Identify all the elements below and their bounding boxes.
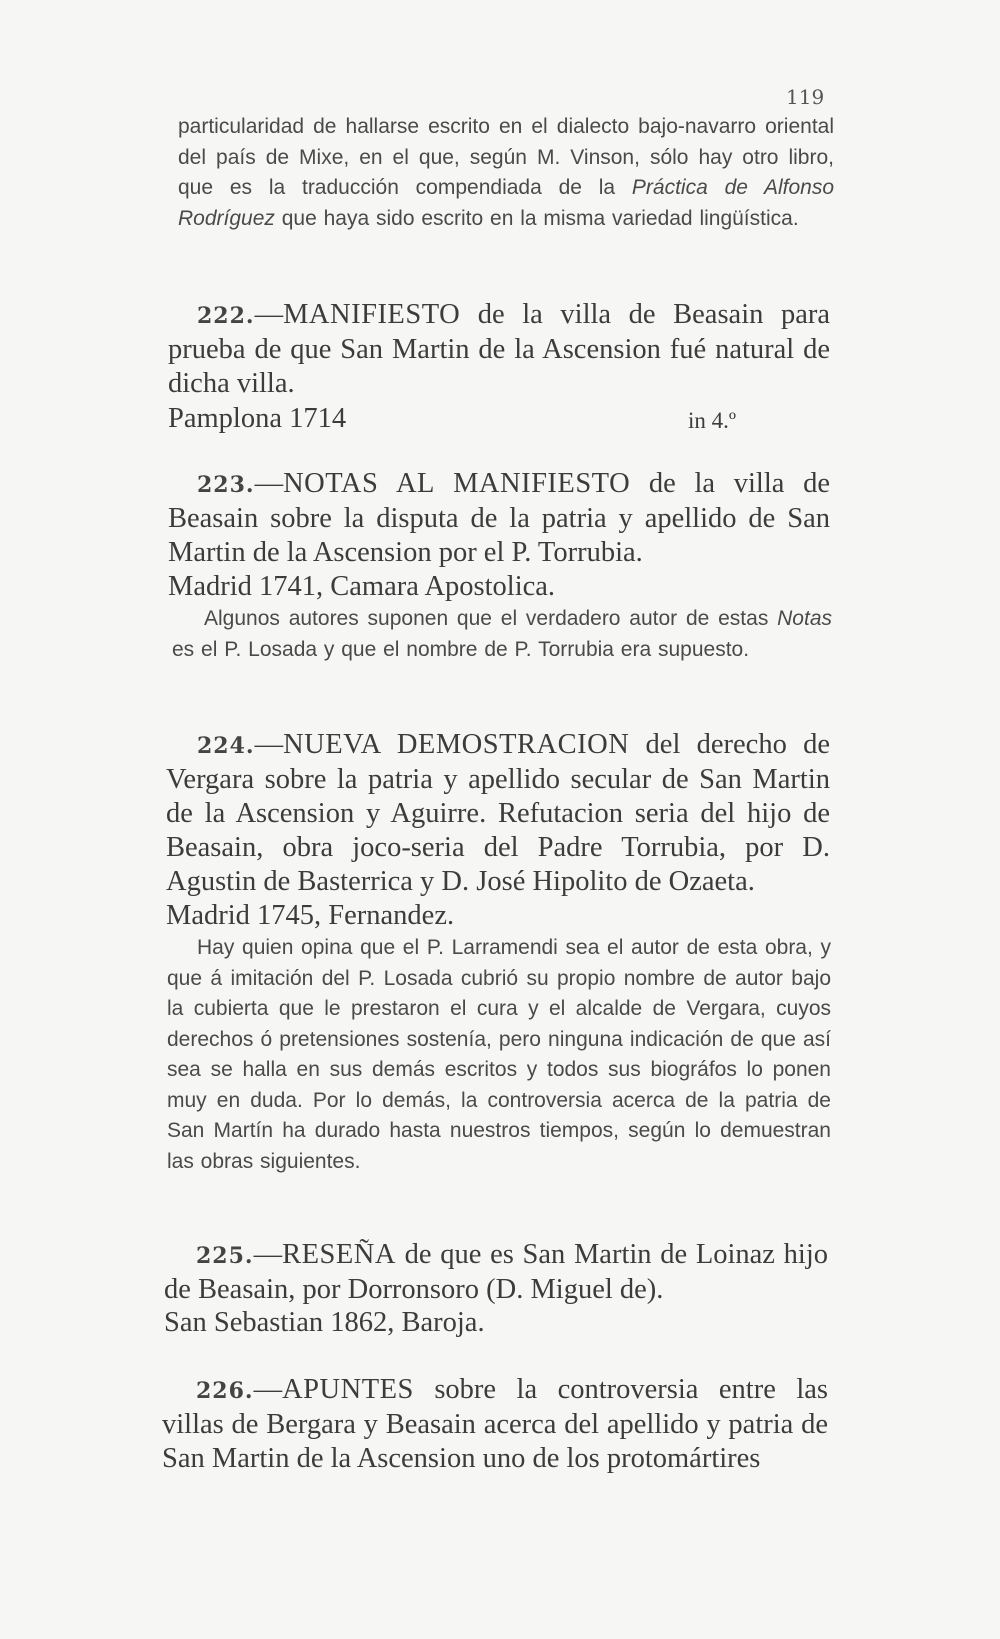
intro-italic-title: Práctica de Alfonso Rodríguez — [178, 176, 835, 230]
entry-body: sobre la controversia entre las villas de Bergara y Beasain acerca del apellido y patria de San Martin de la Ascension uno de los protomártires — [162, 1374, 828, 1474]
entry-223 — [168, 467, 830, 570]
entry-226 — [162, 1373, 828, 1476]
entry-dash: — — [253, 1374, 283, 1405]
entry-223-note — [172, 604, 832, 665]
intro-paragraph — [178, 112, 834, 234]
entry-225-publication: San Sebastian 1862, Baroja. — [164, 1307, 485, 1338]
note-text-2: es el P. Losada y que el nombre de P. Torrubia era supuesto. — [172, 637, 750, 661]
entry-title: APUNTES — [282, 1374, 414, 1405]
entry-number: 225. — [196, 1243, 254, 1269]
entry-body: del derecho de Vergara sobre la patria y apellido secular de San Martin de la Ascension y Aguirre. Refutacion seria del hijo de Beasain, obra joco-seria del Padre Torrubia, por D. Agustin de Basterrica y D. José Hipolito de Ozaeta. — [166, 729, 830, 897]
note-text: Hay quien opina que el P. Larramendi sea el autor de esta obra, y que á imitación del P. Losada cubrió su propio nombre de autor bajo la cubierta que le prestaron el cura y el alcalde de Vergara, cuyos derechos ó pretensiones sostenía, pero ninguna indicación de que así sea se halla en sus demás escritos y todos sus biográfos lo ponen muy en duda. Por lo demás, la controversia acerca de la patria de San Martín ha durado hasta nuestros tiempos, según lo demuestran las obras siguientes. — [167, 936, 831, 1173]
entry-225 — [164, 1238, 828, 1307]
entry-title: NUEVA DEMOSTRACION — [283, 729, 630, 760]
entry-number: 224. — [197, 733, 255, 759]
entry-title: MANIFIESTO — [283, 299, 461, 330]
intro-text-2: que haya sido escrito en la misma variedad lingüística. — [274, 206, 799, 230]
entry-224-publication: Madrid 1745, Fernandez. — [166, 900, 455, 931]
entry-number: 223. — [197, 472, 255, 498]
entry-224-note — [167, 933, 831, 1177]
entry-222-format: in 4.º — [688, 408, 737, 433]
entry-224 — [166, 728, 830, 899]
entry-number: 226. — [196, 1378, 254, 1404]
entry-number: 222. — [197, 303, 255, 329]
entry-222 — [168, 298, 830, 401]
entry-dash: — — [254, 468, 284, 499]
entry-body: de que es San Martin de Loinaz hijo de Beasain, por Dorronsoro (D. Miguel de). — [164, 1239, 828, 1305]
entry-body: de la villa de Beasain sobre la disputa de la patria y apellido de San Martin de la Ascension por el P. Torrubia. — [168, 468, 830, 568]
entry-body: de la villa de Beasain para prueba de que San Martin de la Ascension fué natural de dicha villa. — [168, 299, 830, 399]
entry-dash: — — [254, 729, 284, 760]
entry-title: RESEÑA — [282, 1239, 396, 1270]
entry-223-publication: Madrid 1741, Camara Apostolica. — [168, 571, 556, 602]
note-italic: Notas — [777, 607, 832, 630]
entry-dash: — — [254, 299, 284, 330]
note-text-1: Algunos autores suponen que el verdadero autor de estas — [204, 607, 778, 630]
intro-text-1: particularidad de hallarse escrito en el dialecto bajo-navarro oriental del país de Mixe, en el que, según M. Vinson, sólo hay otro libro, que es la traducción compendiada de la — [178, 115, 834, 199]
page-number: 119 — [786, 85, 825, 109]
entry-222-publication: Pamplona 1714 — [168, 403, 347, 434]
entry-title: NOTAS AL MANIFIESTO — [283, 468, 631, 499]
entry-dash: — — [253, 1239, 283, 1270]
